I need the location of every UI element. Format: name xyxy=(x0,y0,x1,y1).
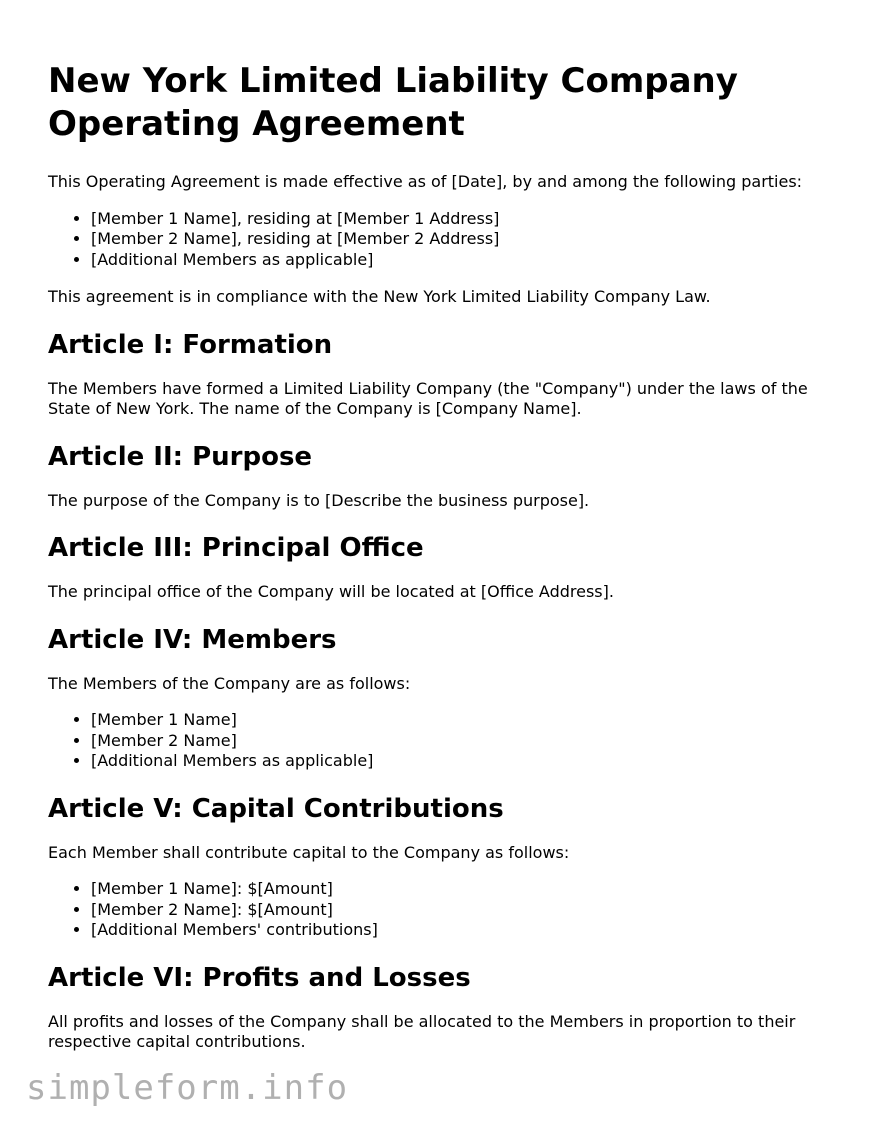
list-item: • [Member 2 Name], residing at [Member 2 Address] xyxy=(91,229,848,250)
article-text: All profits and losses of the Company shall be allocated to the Members in proportion to their respective capital contributions. xyxy=(48,1011,796,1051)
list-item: • [Additional Members as applicable] xyxy=(91,751,848,772)
contributions-list xyxy=(48,879,848,941)
list-item: • [Additional Members as applicable] xyxy=(91,250,848,271)
article-text: Each Member shall contribute capital to the Company as follows: xyxy=(48,842,570,862)
compliance-paragraph: This agreement is in compliance with the New York Limited Liability Company Law. xyxy=(48,287,711,306)
intro-paragraph: This Operating Agreement is made effective as of [Date], by and among the following parties: xyxy=(48,172,803,191)
article-heading: Article I: Formation xyxy=(48,329,333,360)
document-title: New York Limited Liability Company Operating Agreement xyxy=(48,61,738,144)
article-text: The purpose of the Company is to [Describe the business purpose]. xyxy=(48,490,590,510)
article-heading: Article V: Capital Contributions xyxy=(48,793,504,824)
article-heading: Article III: Principal Office xyxy=(48,533,424,563)
list-item: • [Member 1 Name], residing at [Member 1 Address] xyxy=(91,209,848,230)
document-page xyxy=(48,60,848,1070)
watermark: simpleform.info xyxy=(26,1068,349,1108)
article-heading: Article IV: Members xyxy=(48,624,337,655)
article-text: The Members of the Company are as follows: xyxy=(48,673,411,693)
list-item: • [Additional Members' contributions] xyxy=(91,920,848,941)
article-text: The principal office of the Company will be located at [Office Address]. xyxy=(48,582,614,601)
list-item: • [Member 2 Name]: $[Amount] xyxy=(91,900,848,921)
article-heading: Article VI: Profits and Losses xyxy=(48,962,471,993)
list-item: • [Member 1 Name] xyxy=(91,710,848,731)
article-heading: Article II: Purpose xyxy=(48,441,313,472)
list-item: • [Member 2 Name] xyxy=(91,731,848,752)
article-text: The Members have formed a Limited Liability Company (the "Company") under the laws of the State of New York. The name of the Company is [Company Name]. xyxy=(48,378,808,418)
parties-list xyxy=(48,209,848,271)
members-list xyxy=(48,710,848,772)
list-item: • [Member 1 Name]: $[Amount] xyxy=(91,879,848,900)
